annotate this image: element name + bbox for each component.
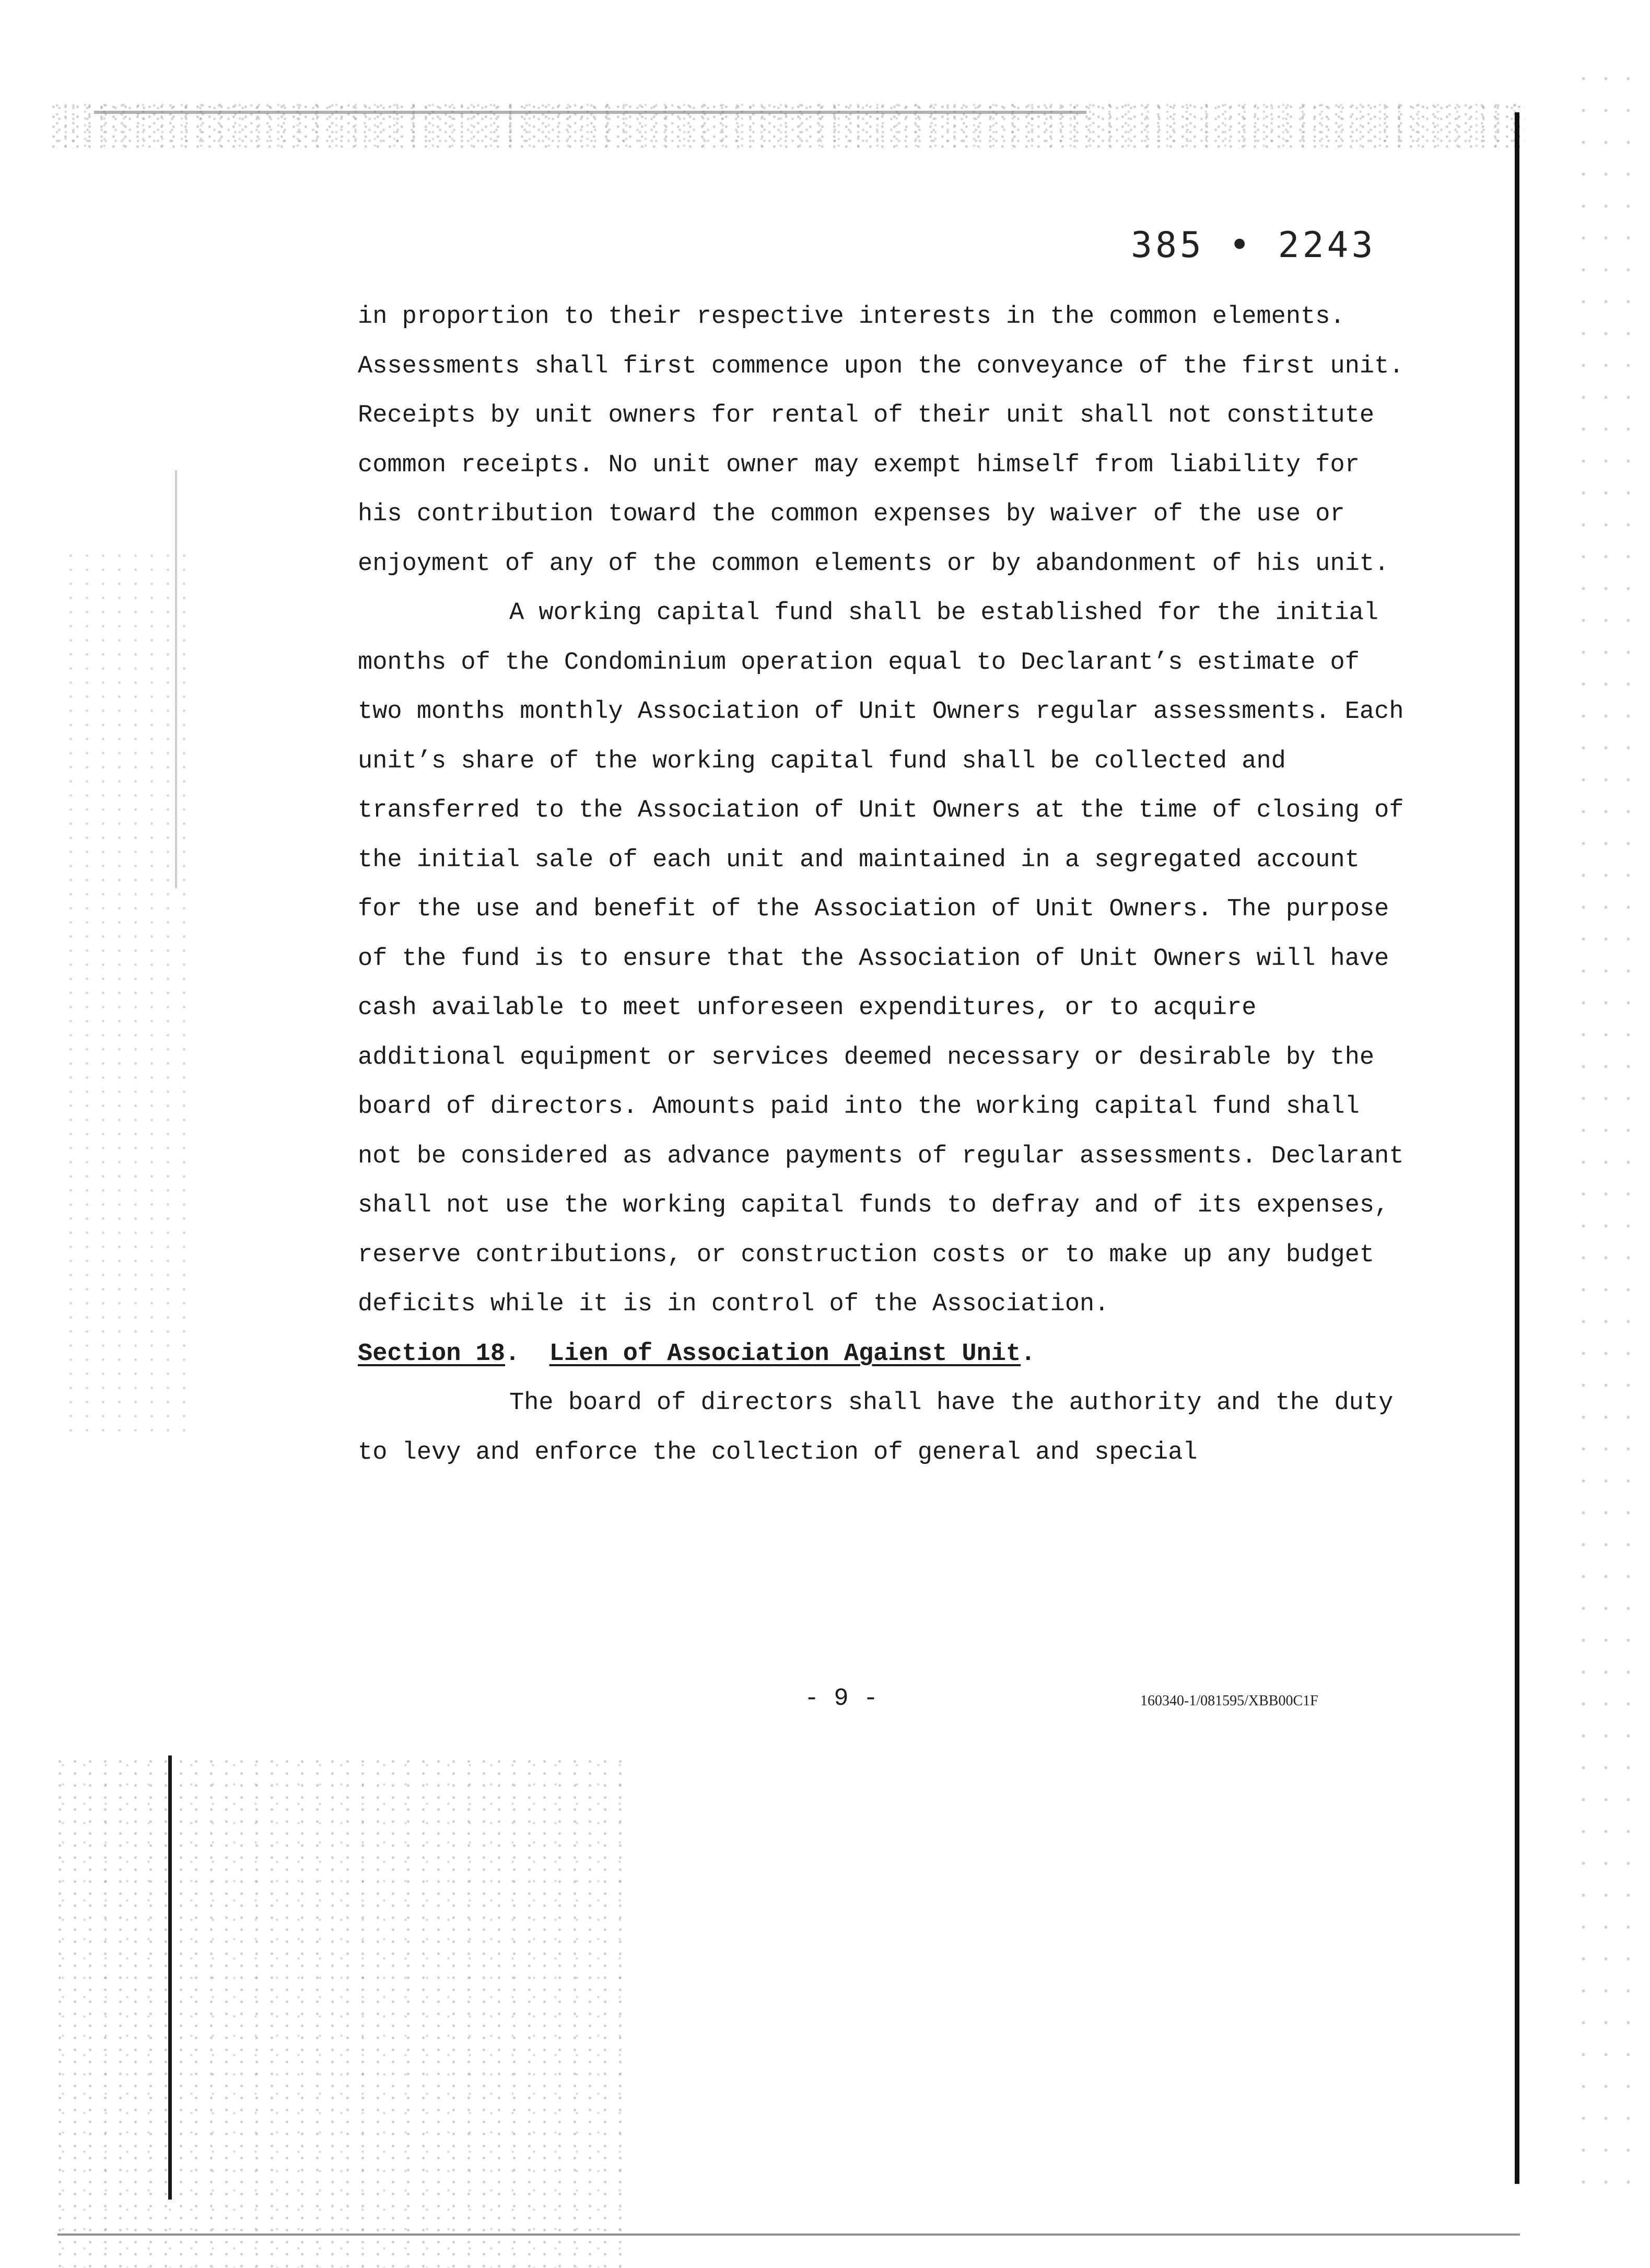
document-id: 160340-1/081595/XBB00C1F [1140,1693,1318,1709]
section-heading: Section 18. Lien of Association Against Unit. [358,1340,1036,1368]
paragraph-lien: The board of directors shall have the authority and the duty to levy and enforce the collection of general and special [358,1389,1394,1467]
document-body [358,293,1415,1478]
scan-border-right [1515,112,1519,2184]
paragraph-continued: in proportion to their respective interests in the common elements. Assessments shall first commence upon the conveyance of the first unit. Receipts by unit owners for rental of their unit shall not constitute common receipts. No unit owner may exempt himself from liability for his contribution toward the common expenses by waiver of the use or enjoyment of any of the common elements or by abandonment of his unit. [358,303,1404,578]
book-page-reference: 385 • 2243 [1131,225,1376,266]
scan-noise-bar [94,111,1086,114]
scan-noise-bottom-left [52,1755,627,2267]
scan-border-bottom [57,2234,1520,2236]
scan-border-left-faint [175,470,177,888]
scan-noise-right [1572,63,1630,2205]
scan-noise-top [52,102,1525,149]
scan-noise-left [63,549,198,1437]
page-number: - 9 - [804,1685,879,1713]
scan-border-left [168,1755,172,2200]
paragraph-working-capital: A working capital fund shall be established for the initial months of the Condominium operation equal to Declarant’s estimate of two months monthly Association of Unit Owners regular assessments. Each unit’s share of the working capital fund shall be collected and transferred to the Association of Unit Owners at the time of closing of the initial sale of each unit and maintained in a segregated account for the use and benefit of the Association of Unit Owners. The purpose of the fund is to ensure that the Association of Unit Owners will have cash available to meet unforeseen expenditures, or to acquire additional equipment or services deemed necessary or desirable by the board of directors. Amounts paid into the working capital fund shall not be considered as advance payments of regular assessments. Declarant shall not use the working capital funds to defray and of its expenses, reserve contributions, or construction costs or to make up any budget deficits while it is in control of the Association. [358,599,1404,1318]
section-title: Lien of Association Against Unit [549,1340,1021,1368]
section-number: Section 18 [358,1340,506,1368]
